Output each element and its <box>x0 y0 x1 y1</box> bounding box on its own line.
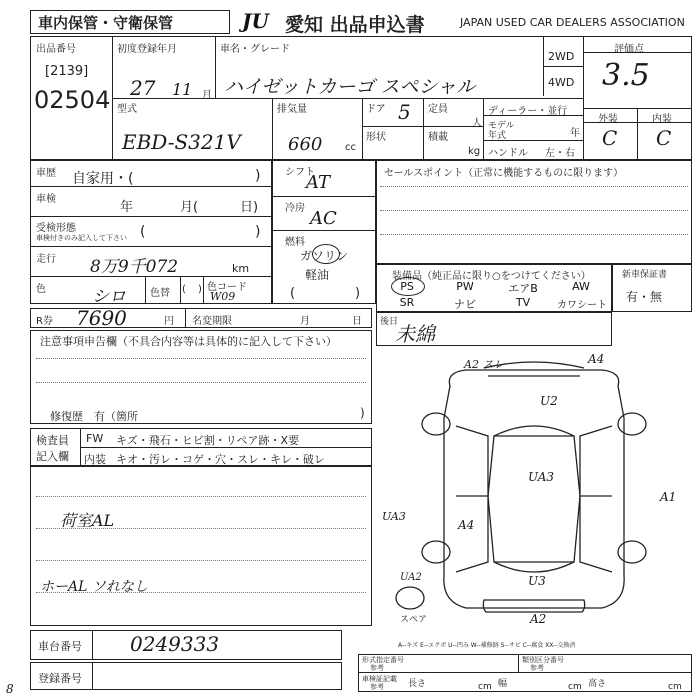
diagram-mark-roof: UA3 <box>528 470 555 484</box>
model-year-label-2: 年式 <box>488 131 507 141</box>
car-name-value: ハイゼットカーゴ スペシャル <box>224 76 476 98</box>
warranty-label: 新車保証書 <box>622 270 668 280</box>
vehicle-dims-label: 車検証記載 <box>362 675 397 683</box>
color-change-close: ) <box>198 284 202 295</box>
model-label: 型式 <box>117 104 137 115</box>
category-ref: 参考 <box>530 664 544 672</box>
equipment-ps-circle <box>391 277 425 296</box>
diagram-mark-left-side: UA3 <box>382 510 406 523</box>
shaken-year: 年 <box>120 200 134 215</box>
model-year-label-1: モデル <box>488 121 515 131</box>
lot-number-label: 出品番号 <box>36 44 76 55</box>
color-change-label: 色替 <box>150 288 170 299</box>
diagram-spare-label: スペア <box>400 615 428 625</box>
repair-close: ) <box>360 406 365 420</box>
interior-label: 内装 <box>652 114 672 125</box>
exterior-label: 外装 <box>598 114 618 125</box>
car-condition-diagram <box>376 346 692 646</box>
doors-label: ドア <box>366 104 386 115</box>
inspector-ext-label: FW <box>86 432 104 445</box>
load-unit: kg <box>468 146 481 157</box>
recycle-value: 7690 <box>76 306 127 330</box>
form-title: 愛知 出品申込書 <box>285 14 425 36</box>
width-unit: cm <box>568 682 582 692</box>
fuel-diesel: 軽油 <box>305 268 330 282</box>
rear-label: 後日 <box>380 317 399 327</box>
rear-value: 未綿 <box>395 322 435 346</box>
registration-label: 登録番号 <box>38 672 82 685</box>
handle-label: ハンドル <box>488 148 528 159</box>
storage-condition-text: 車内保管・守衛保管 <box>38 14 174 32</box>
name-change-day: 日 <box>352 316 362 327</box>
doors-value: 5 <box>398 100 411 124</box>
displacement-value: 660 <box>288 134 323 155</box>
mileage-label: 走行 <box>36 254 56 265</box>
repair-label: 修復歴 有（箇所 <box>50 410 138 423</box>
color-label: 色 <box>36 284 46 295</box>
equipment-airbag: エアB <box>508 282 538 295</box>
drive-4wd: 4WD <box>548 76 575 89</box>
shift-value: AT <box>306 172 331 193</box>
equipment-sr: SR <box>399 296 415 309</box>
first-registration-label: 初度登録年月 <box>117 44 177 55</box>
handwritten-note-2: ホーAL ソれなし <box>40 579 148 595</box>
displacement-label: 排気量 <box>277 104 307 115</box>
diagram-mark-front-left: A2 スレ <box>464 358 505 371</box>
car-name-label: 車名・グレード <box>220 44 290 55</box>
inspector-label-2: 記入欄 <box>36 450 69 463</box>
handle-value: 左・右 <box>545 148 575 159</box>
inspector-int-label: 内装 <box>84 453 106 466</box>
diagram-mark-hood: U2 <box>540 394 558 408</box>
acceptance-open: ( <box>140 224 146 240</box>
equipment-aw: AW <box>572 280 590 293</box>
diagram-mark-rear-left: UA2 <box>400 572 422 583</box>
month-unit: 月 <box>202 90 212 101</box>
handwritten-note-1: 荷室AL <box>60 511 115 530</box>
recycle-label: R券 <box>36 316 53 327</box>
shaken-day: 日) <box>240 200 259 215</box>
fuel-gas-circle <box>312 244 340 264</box>
mileage-unit: km <box>232 262 250 275</box>
mileage-value: 8万9千072 <box>90 257 179 277</box>
equipment-power-seat: カワシート <box>557 300 607 311</box>
color-change-open: ( <box>182 284 186 295</box>
ac-label: 冷房 <box>285 203 305 214</box>
evaluation-label: 評価点 <box>614 44 644 55</box>
model-value: EBD-S321V <box>122 130 241 154</box>
drive-2wd: 2WD <box>548 50 575 63</box>
equipment-ps: PS <box>400 280 414 293</box>
diagram-mark-rear-bumper: A2 <box>530 612 547 626</box>
notes-label: 注意事項申告欄（不具合内容等は具体的に記入して下さい） <box>40 335 337 348</box>
color-code-label: 色コード <box>207 282 247 293</box>
equipment-tv: TV <box>515 296 531 309</box>
diagram-mark-right-side: A1 <box>660 490 677 504</box>
damage-legend: A--キズ E--エクボ U--凹み W--補修跡 S--サビ C--腐食 XX--交換済 <box>398 642 576 649</box>
warranty-value: 有・無 <box>626 290 663 304</box>
model-designation-label: 形式指定番号 <box>362 656 404 664</box>
shift-label: シフト <box>285 167 315 178</box>
diagram-mark-rear: U3 <box>528 574 546 588</box>
recycle-unit: 円 <box>164 316 174 327</box>
lot-number: 02504 <box>34 86 111 114</box>
shape-label: 形状 <box>366 132 386 143</box>
displacement-unit: cc <box>345 142 356 153</box>
association-name: JAPAN USED CAR DEALERS ASSOCIATION <box>460 16 685 29</box>
shaken-label: 車検 <box>36 194 56 205</box>
model-designation-ref: 参考 <box>370 664 384 672</box>
chassis-label: 車台番号 <box>38 640 82 653</box>
evaluation-score: 3.5 <box>602 58 650 93</box>
ju-logo: JU <box>242 9 269 33</box>
acceptance-note: 車検付きのみ記入して下さい <box>36 234 127 242</box>
width-label: 幅 <box>498 679 508 689</box>
lot-number-bracket: [2139] <box>45 64 89 79</box>
load-label: 積載 <box>428 132 448 143</box>
history-value: 自家用・( <box>72 171 134 187</box>
capacity-label: 定員 <box>428 104 448 115</box>
free-note-frame <box>30 466 372 626</box>
color-code-value: W09 <box>210 290 236 303</box>
history-label: 車歴 <box>36 168 56 179</box>
sales-point-label: セールスポイント（正常に機能するものに限ります） <box>384 168 624 179</box>
inspector-int-items: キオ・汚レ・コゲ・穴・スレ・キレ・破レ <box>116 453 325 466</box>
shaken-month: 月( <box>180 200 199 215</box>
interior-grade: C <box>656 126 672 150</box>
equipment-pw: PW <box>456 280 474 293</box>
fuel-close: ) <box>355 286 361 301</box>
inspector-label-1: 検査員 <box>36 434 69 447</box>
dealer-label: ディーラー・並行 <box>488 106 568 117</box>
exterior-grade: C <box>602 126 618 150</box>
chassis-value: 0249333 <box>130 632 220 656</box>
equipment-label: 装備品（純正品に限り○をつけてください） <box>392 271 591 282</box>
capacity-unit: 人 <box>472 118 482 129</box>
first-registration-year: 27 <box>130 76 156 100</box>
equipment-navi: ナビ <box>454 298 476 311</box>
fuel-label: 燃料 <box>285 237 305 248</box>
category-label: 類別区分番号 <box>522 656 564 664</box>
first-registration-month: 11 <box>172 80 193 99</box>
color-value: シロ <box>92 287 126 307</box>
fuel-open: ( <box>290 286 296 301</box>
inspector-ext-items: キズ・飛石・ヒビ割・リペア跡・X要 <box>116 434 300 447</box>
acceptance-label: 受検形態 <box>36 223 76 234</box>
model-year-unit: 年 <box>570 128 580 139</box>
length-unit: cm <box>478 682 492 692</box>
vehicle-dims-ref: 参考 <box>370 683 384 691</box>
height-label: 高さ <box>588 679 607 689</box>
ac-value: AC <box>310 208 337 229</box>
margin-mark: 8 <box>6 682 14 696</box>
height-unit: cm <box>668 682 682 692</box>
acceptance-close: ) <box>255 224 261 240</box>
diagram-mark-front-right: A4 <box>588 352 605 366</box>
name-change-month: 月 <box>300 316 310 327</box>
diagram-mark-left-door: A4 <box>458 518 475 532</box>
fuel-gas: ガソリン <box>300 249 349 263</box>
length-label: 長さ <box>408 679 427 689</box>
history-close: ) <box>255 168 261 184</box>
name-change-label: 名変期限 <box>192 316 232 327</box>
